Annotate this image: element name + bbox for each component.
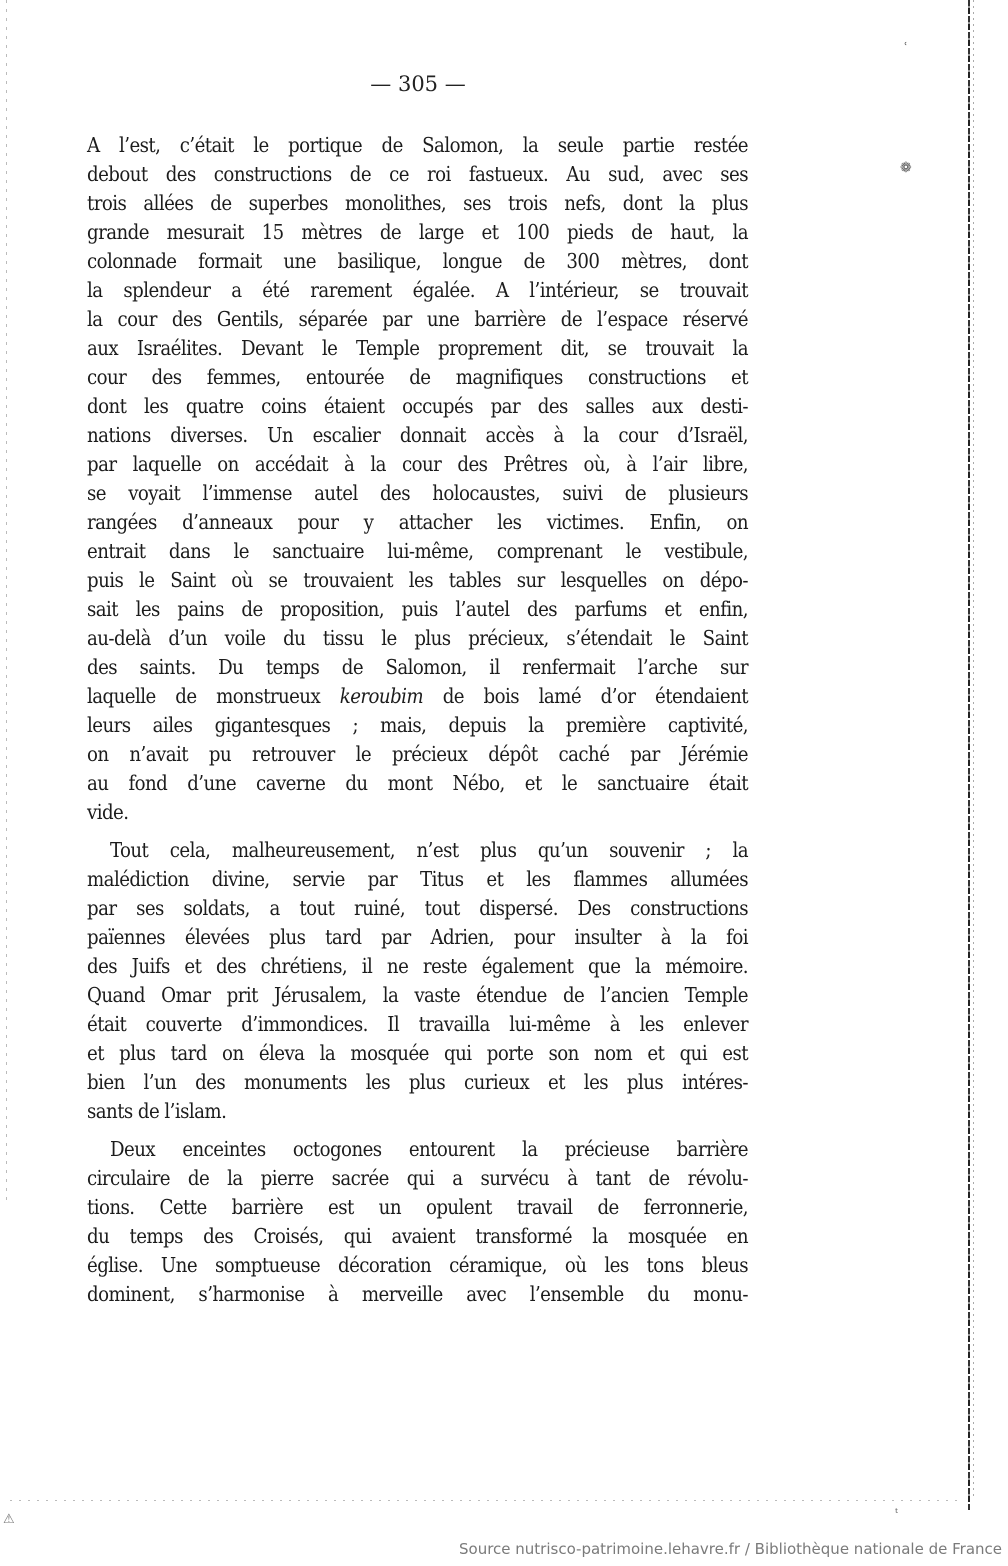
page-number: — 305 —: [370, 72, 466, 96]
body-text: [87, 131, 748, 1309]
text-line: sants de l’islam.: [87, 1099, 227, 1123]
text-run: laquelle de monstrueux: [87, 684, 321, 708]
text-line: debout des constructions de ce roi fastueux. Au sud, avec ses: [87, 162, 748, 186]
source-credit: Source nutrisco-patrimoine.lehavre.fr / Bibliothèque nationale de France: [459, 1540, 1002, 1558]
text-line: bien l’un des monuments les plus curieux et les plus intéres-: [87, 1070, 748, 1094]
text-line: des saints. Du temps de Salomon, il renfermait l’arche sur: [87, 655, 748, 679]
text-run: de bois lamé d’or étendaient: [442, 684, 749, 708]
text-line: dominent, s’harmonise à merveille avec l’ensemble du monu-: [87, 1282, 748, 1306]
corner-scan-mark-icon: ⚠: [3, 1512, 15, 1527]
text-line: trois allées de superbes monolithes, ses trois nefs, dont la plus: [87, 191, 748, 215]
text-line: rangées d’anneaux pour y attacher les victimes. Enfin, on: [87, 510, 748, 534]
text-line: des Juifs et des chrétiens, il ne reste également que la mémoire.: [87, 954, 748, 978]
text-line: et plus tard on éleva la mosquée qui porte son nom et qui est: [87, 1041, 748, 1065]
italic-term-keroubim: keroubim: [339, 684, 424, 708]
text-line: au fond d’une caverne du mont Nébo, et le sanctuaire était: [87, 771, 748, 795]
text-line: païennes élevées plus tard par Adrien, pour insulter à la foi: [87, 925, 748, 949]
text-line: par ses soldats, a tout ruiné, tout dispersé. Des constructions: [87, 896, 748, 920]
text-line: vide.: [87, 800, 129, 824]
text-line: dont les quatre coins étaient occupés par des salles aux desti-: [87, 394, 748, 418]
text-line: entrait dans le sanctuaire lui-même, comprenant le vestibule,: [87, 539, 748, 563]
paragraph-3: [87, 1135, 748, 1309]
right-page-edge: [968, 0, 970, 1510]
text-line: la splendeur a été rarement égalée. A l’intérieur, se trouvait: [87, 278, 748, 302]
text-line: cour des femmes, entourée de magnifiques constructions et: [87, 365, 748, 389]
text-line: leurs ailes gigantesques ; mais, depuis la première captivité,: [87, 713, 748, 737]
text-line: circulaire de la pierre sacrée qui a survécu à tant de révolu-: [87, 1166, 748, 1190]
text-line: nations diverses. Un escalier donnait accès à la cour d’Israël,: [87, 423, 748, 447]
text-line: A l’est, c’était le portique de Salomon, la seule partie restée: [87, 133, 748, 157]
text-line: tions. Cette barrière est un opulent travail de ferronnerie,: [87, 1195, 748, 1219]
scan-speck: ʿ: [904, 40, 908, 54]
text-line: malédiction divine, servie par Titus et les flammes allumées: [87, 867, 748, 891]
text-line: se voyait l’immense autel des holocaustes, suivi de plusieurs: [87, 481, 748, 505]
text-line: [87, 682, 748, 711]
text-line: Tout cela, malheureusement, n’est plus qu’un souvenir ; la: [110, 838, 748, 862]
text-line: du temps des Croisés, qui avaient transformé la mosquée en: [87, 1224, 748, 1248]
text-line: puis le Saint où se trouvaient les tables sur lesquelles on dépo-: [87, 568, 748, 592]
text-line: était couverte d’immondices. Il travailla lui-même à les enlever: [87, 1012, 748, 1036]
text-line: colonnade formait une basilique, longue de 300 mètres, dont: [87, 249, 748, 273]
text-line: Quand Omar prit Jérusalem, la vaste étendue de l’ancien Temple: [87, 983, 748, 1007]
paragraph-1: [87, 131, 748, 827]
right-page-edge-secondary: [973, 0, 974, 1500]
scan-speck: ❁: [900, 160, 912, 176]
text-line: la cour des Gentils, séparée par une barrière de l’espace réservé: [87, 307, 748, 331]
paragraph-2: [87, 836, 748, 1126]
scan-speck: ᵗ: [895, 1506, 898, 1520]
text-line: église. Une somptueuse décoration céramique, où les tons bleus: [87, 1253, 748, 1277]
text-line: aux Israélites. Devant le Temple proprement dit, se trouvait la: [87, 336, 748, 360]
left-page-edge: [6, 0, 7, 1200]
text-line: au-delà d’un voile du tissu le plus précieux, s’étendait le Saint: [87, 626, 748, 650]
bottom-scan-noise: [10, 1500, 960, 1501]
text-line: Deux enceintes octogones entourent la précieuse barrière: [110, 1137, 748, 1161]
text-line: sait les pains de proposition, puis l’autel des parfums et enfin,: [87, 597, 748, 621]
text-line: par laquelle on accédait à la cour des Prêtres où, à l’air libre,: [87, 452, 748, 476]
text-line: on n’avait pu retrouver le précieux dépôt caché par Jérémie: [87, 742, 748, 766]
text-line: grande mesurait 15 mètres de large et 100 pieds de haut, la: [87, 220, 748, 244]
